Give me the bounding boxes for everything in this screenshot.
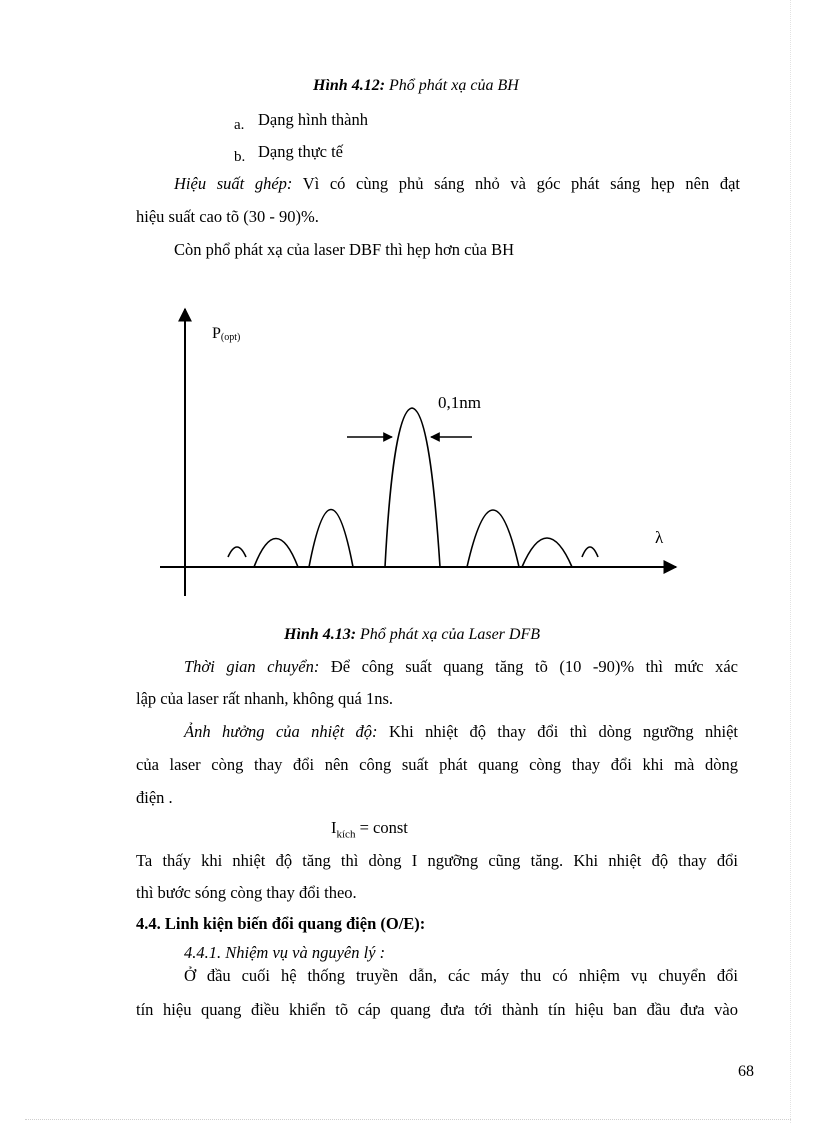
paragraph-line: hiệu suất cao tõ (30 - 90)%. [136,207,319,226]
linewidth-label: 0,1nm [438,393,481,412]
paragraph-line: lập của laser rất nhanh, không quá 1ns. [136,689,394,708]
subsection-heading: 4.4.1. Nhiệm vụ và nguyên lý : [184,943,386,962]
paragraph-text: Khi nhiệt độ thay đổi thì dòng ngưỡng nhiệt [388,722,739,741]
section-heading: 4.4. Linh kiện biến đổi quang điện (O/E): [136,914,426,933]
list-text: Dạng hình thành [258,110,368,129]
paragraph-line: Ta thấy khi nhiệt độ tăng thì dòng I ngưỡng cũng tăng. Khi nhiệt độ thay đổi [136,851,738,870]
page-number: 68 [738,1063,754,1080]
side-lobe [228,547,246,557]
figure-title: Phổ phát xạ của Laser DFB [360,626,540,643]
side-lobe [522,538,572,567]
paragraph-line: Ở đầu cuối hệ thống truyền dẫn, các máy thu có nhiệm vụ chuyển đổi [184,966,738,985]
x-axis-label: λ [655,528,664,547]
list-text: Dạng thực tế [258,142,343,161]
paragraph-line: của laser còng thay đổi nên công suất phát quang còng thay đổi khi mà dòng [136,755,738,774]
paragraph-lead: Hiệu suất ghép: [174,174,293,193]
paragraph-line: thì bước sóng còng thay đổi theo. [136,883,357,902]
paragraph-lead: Ảnh hưởng của nhiệt độ: [184,722,378,741]
paragraph-line: điện . [136,788,173,807]
list-marker: b. [234,149,246,165]
bottom-border [25,1119,791,1120]
main-lobe [385,408,440,567]
paragraph-line [184,657,738,677]
formula-subscript: kích [336,828,356,841]
figure-label: Hình 4.12: [313,77,386,94]
side-lobe [582,547,598,557]
formula-symbol: I [331,818,337,837]
right-border [790,0,791,1123]
side-lobe [467,510,519,567]
list-marker: a. [234,117,245,133]
formula-rest: = const [355,818,408,837]
y-axis-label: P(opt) [212,325,241,343]
formula [331,818,408,840]
paragraph-line [184,722,738,742]
paragraph-text: Để công suất quang tăng tõ (10 -90)% thì mức xác [330,657,739,676]
figure-label: Hình 4.13: [284,626,357,643]
figure-4-13-caption [284,626,540,644]
paragraph-line: Còn phổ phát xạ của laser DBF thì hẹp hơn của BH [174,240,515,259]
paragraph-lead: Thời gian chuyển: [184,657,320,676]
side-lobe [254,539,298,568]
paragraph-text: Vì có cùng phủ sáng nhỏ và góc phát sáng hẹp nên đạt [302,174,740,193]
paragraph-line: tín hiệu quang điều khiển tõ cáp quang đưa tới thành tín hiệu ban đầu đưa vào [136,1000,738,1019]
figure-title: Phổ phát xạ của BH [389,77,519,94]
side-lobe [309,510,353,568]
